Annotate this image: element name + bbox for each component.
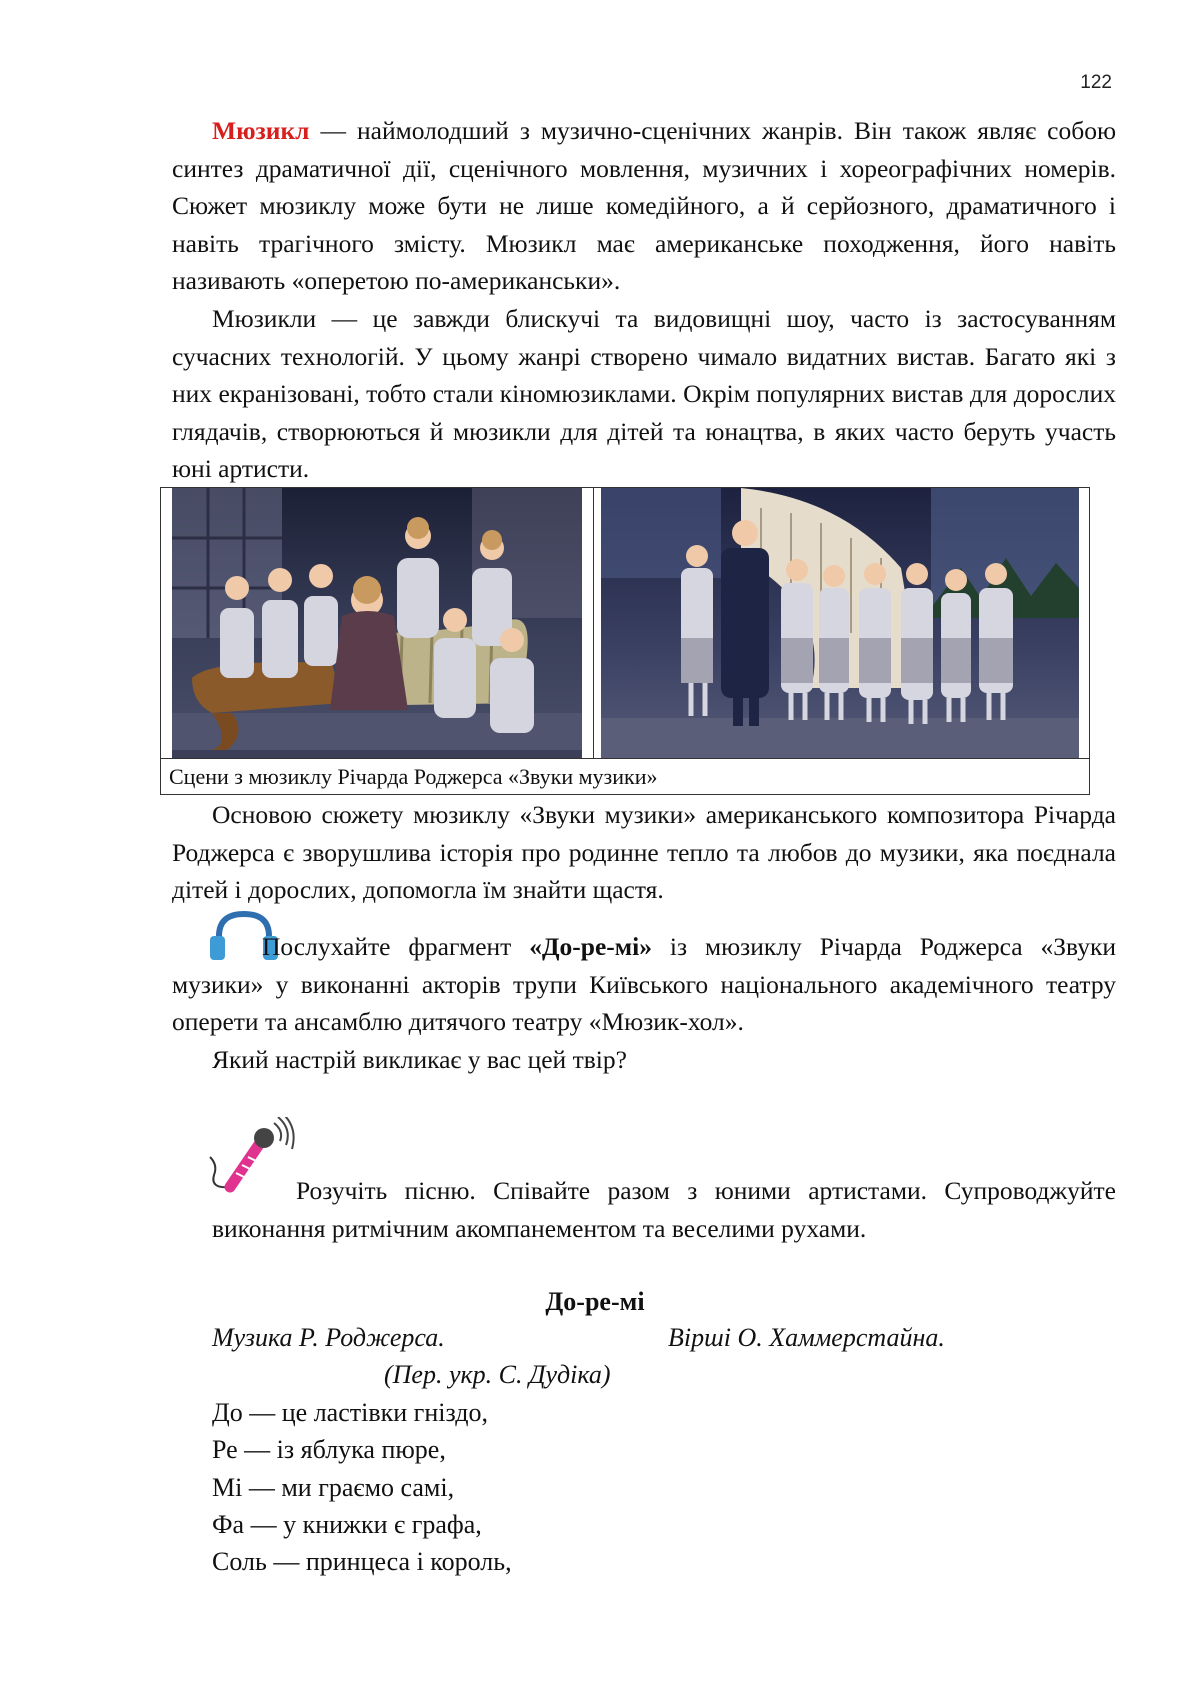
photo-scene-staircase bbox=[601, 488, 1079, 758]
definition-text: — наймолодший з музично-сценічних жанрів. Він також являє собою синтез драматичної дії, сценічного мовлення, музичних і хореографічних номерів. Сюжет мюзиклу може бути не лише комедійного, а й серйозного, драматичного і навіть трагічного змісту. Мюзикл має американське походження, його навіть називають «оперетою по-американськи». bbox=[172, 116, 1116, 295]
paragraph-listen bbox=[172, 928, 1116, 1041]
caption-divider bbox=[161, 758, 1089, 759]
song-title: До-ре-мі bbox=[545, 1287, 645, 1316]
lyric-line: Фа — у книжки є графа, bbox=[212, 1509, 482, 1539]
listen-text-end: із мюзиклу Річарда Роджерса «Звуки музики» у виконанні акторів трупи Київського національного академічного театру оперети та ансамблю дитячого театру «Мюзик-хол». bbox=[172, 932, 1116, 1036]
paragraph-musicals-shows: Мюзикли — це завжди блискучі та видовищні шоу, часто із застосуванням сучасних технологій. У цьому жанрі створено чимало видатних вистав. Багато які з них екранізовані, тобто стали кіномюзиклами. Окрім популярних вистав для дорослих глядачів, створюються й мюзикли для дітей та юнацтва, в яких часто беруть участь юні артисти. bbox=[172, 304, 1116, 483]
lyrics-credit: Вірші О. Хаммерстайна. bbox=[668, 1323, 945, 1352]
lyric-line: До — це ластівки гніздо, bbox=[212, 1398, 488, 1427]
figure-divider bbox=[593, 488, 594, 758]
photo-scene-sofa bbox=[172, 488, 582, 758]
song-reference: «До-ре-мі» bbox=[529, 932, 652, 961]
figure-caption: Сцени з мюзиклу Річарда Роджерса «Звуки музики» bbox=[169, 764, 658, 789]
question: Який настрій викликає у вас цей твір? bbox=[212, 1045, 627, 1074]
translation-credit: (Пер. укр. С. Дудіка) bbox=[384, 1360, 611, 1389]
term-musical: Мюзикл bbox=[212, 116, 310, 145]
song-lyrics bbox=[212, 1394, 512, 1580]
paragraph-sing: Розучіть пісню. Співайте разом з юними артистами. Супроводжуйте виконання ритмічним акомпанементом та веселими рухами. bbox=[212, 1176, 1116, 1243]
lyric-line: Ре — із яблука пюре, bbox=[212, 1435, 446, 1465]
lyric-line: Мі — ми граємо самі, bbox=[212, 1472, 455, 1502]
page-number: 122 bbox=[1080, 72, 1112, 93]
listen-text-start: Послухайте фрагмент bbox=[262, 932, 530, 961]
figure bbox=[160, 487, 1090, 795]
paragraph-musical-definition bbox=[172, 112, 1116, 300]
music-credit: Музика Р. Роджерса. bbox=[212, 1323, 445, 1352]
paragraph-plot: Основою сюжету мюзиклу «Звуки музики» американського композитора Річарда Роджерса є зворушлива історія про родинне тепло та любов до музики, яка поєднала дітей і дорослих, допомогла їм знайти щастя. bbox=[172, 800, 1116, 904]
lyric-line: Соль — принцеса і король, bbox=[212, 1547, 512, 1577]
